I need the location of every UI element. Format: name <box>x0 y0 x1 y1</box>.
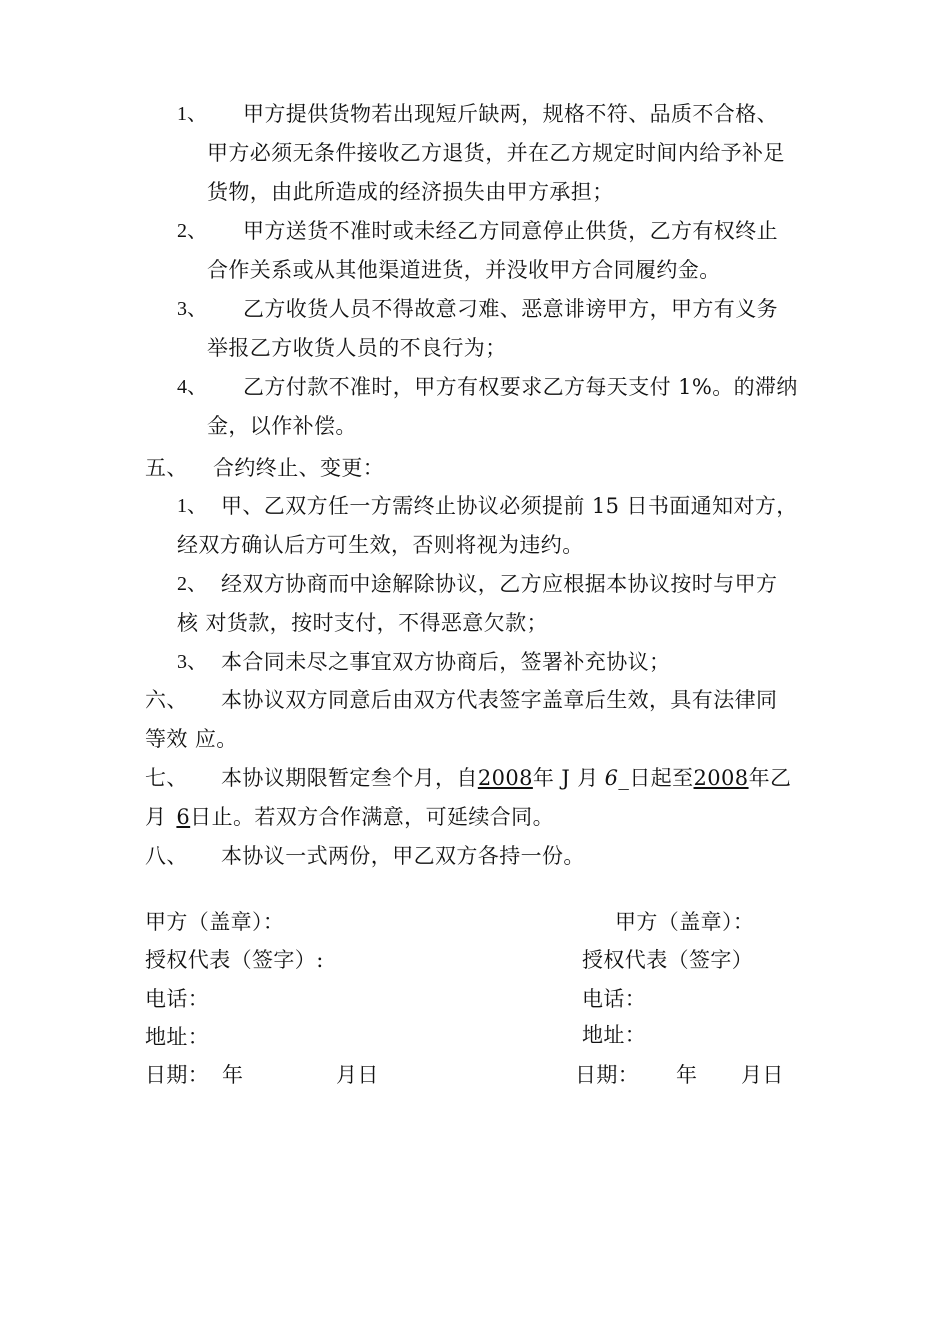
start-day: 6_ <box>604 766 630 790</box>
clause-line: 本合同未尽之事宜双方协商后，签署补充协议； <box>221 650 671 674</box>
date-label: 日期： <box>575 1063 640 1087</box>
term-text: 年乙 <box>748 766 792 790</box>
seal-label: 甲方（盖章）： <box>145 910 285 934</box>
clause-line: 经双方确认后方可生效，否则将视为违约。 <box>177 533 584 557</box>
clause-number: 2、 <box>177 573 207 595</box>
clause-line: 甲方提供货物若出现短斤缺两，规格不符、品质不合格、 <box>243 102 778 126</box>
clause-line: 乙方付款不准时，甲方有权要求乙方每天支付 1%。的滞纳 <box>243 375 798 399</box>
start-year: 2008 <box>477 766 533 790</box>
section-number: 七、 <box>145 766 188 790</box>
clause-line: 甲方送货不准时或未经乙方同意停止供货，乙方有权终止 <box>243 219 778 243</box>
term-text: 日起至 <box>629 766 694 790</box>
section-line: 等效 应。 <box>145 727 238 751</box>
representative-label: 授权代表（签字）: <box>145 948 324 972</box>
clause-line: 金，以作补偿。 <box>207 414 357 438</box>
clause-line: 乙方收货人员不得故意刁难、恶意诽谤甲方，甲方有义务 <box>243 297 778 321</box>
section-line: 本协议双方同意后由双方代表签字盖章后生效，具有法律同 <box>221 688 778 712</box>
term-line <box>145 804 554 830</box>
clause-line: 核 对货款，按时支付，不得恶意欠款； <box>177 611 548 635</box>
date-monthday: 月日 <box>741 1063 784 1087</box>
term-text: 本协议期限暂定叁个月，自 <box>221 766 478 790</box>
term-text: 日止。若双方合作满意，可延续合同。 <box>190 805 554 829</box>
clause-line: 合作关系或从其他渠道进货，并没收甲方合同履约金。 <box>207 258 721 282</box>
term-line <box>221 765 791 791</box>
representative-label: 授权代表（签字） <box>582 948 754 972</box>
address-label: 地址： <box>145 1025 210 1049</box>
clause-number: 1、 <box>177 495 207 517</box>
section-line: 本协议一式两份，甲乙双方各持一份。 <box>221 844 585 868</box>
clause-number: 4、 <box>177 376 207 398</box>
clause-line: 经双方协商而中途解除协议，乙方应根据本协议按时与甲方 <box>221 572 778 596</box>
date-monthday: 月日 <box>336 1063 379 1087</box>
address-label: 地址： <box>582 1023 647 1047</box>
phone-label: 电话： <box>145 987 210 1011</box>
date-label: 日期： <box>145 1063 210 1087</box>
section-number: 六、 <box>145 688 188 712</box>
clause-line: 甲方必须无条件接收乙方退货，并在乙方规定时间内给予补足 <box>207 141 785 165</box>
date-year: 年 <box>676 1063 698 1087</box>
end-year: 2008 <box>693 766 749 790</box>
phone-label: 电话： <box>582 987 647 1011</box>
seal-label: 甲方（盖章）： <box>615 910 755 934</box>
term-text: 月 <box>145 805 167 829</box>
clause-line: 举报乙方收货人员的不良行为； <box>207 336 507 360</box>
section-number: 八、 <box>145 844 188 868</box>
clause-number: 1、 <box>177 103 207 125</box>
clause-number: 3、 <box>177 651 207 673</box>
section-title: 合约终止、变更： <box>213 456 385 480</box>
section-number: 五、 <box>145 456 188 480</box>
clause-line: 甲、乙双方任一方需终止协议必须提前 15 日书面通知对方， <box>221 494 798 518</box>
date-year: 年 <box>222 1063 244 1087</box>
clause-number: 2、 <box>177 220 207 242</box>
term-text: 年 J 月 <box>532 766 599 790</box>
clause-line: 货物，由此所造成的经济损失由甲方承担； <box>207 180 614 204</box>
end-day: 6 <box>176 805 191 829</box>
clause-number: 3、 <box>177 298 207 320</box>
